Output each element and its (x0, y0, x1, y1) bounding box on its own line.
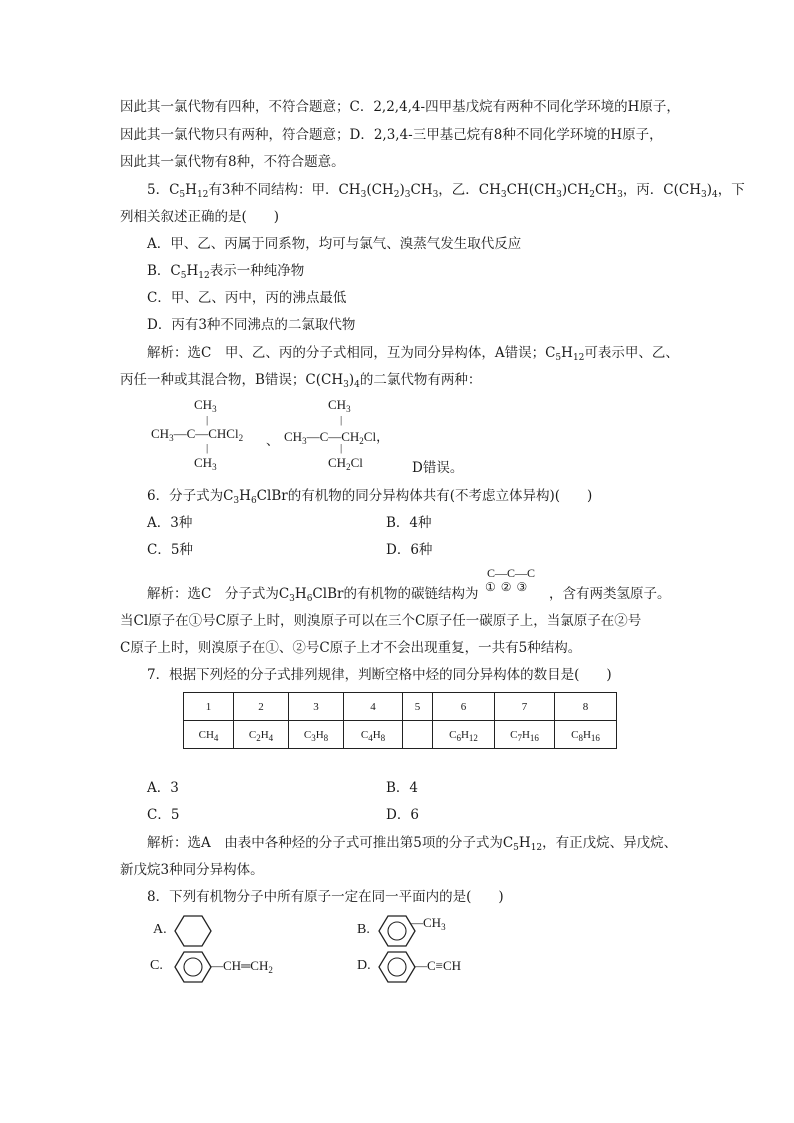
table-header-cell: 8 (555, 693, 617, 721)
option-a-label: A. (153, 922, 167, 937)
option-c: C．5种 (147, 542, 193, 558)
option-b: B．$C_5H_{12}$表示一种纯净物 (147, 263, 305, 281)
analysis-line: 解析：选C 分子式为$C_3H_6ClBr$的有机物的碳链结构为 (147, 586, 479, 604)
analysis-line: C原子上时，则溴原子在①、②号C原子上才不会出现重复，一共有5种结构。 (120, 640, 582, 656)
table-cell: $C_6H_{12}$ (433, 721, 495, 749)
table-header-row (184, 693, 617, 721)
question-5-stem-line2: 列相关叙述正确的是( ) (120, 209, 280, 225)
table-cell: $C_8H_{16}$ (555, 721, 617, 749)
phenylacetylene-ring (378, 950, 418, 984)
option-d: D．6 (386, 807, 419, 823)
analysis-line: 新戊烷3种同分异构体。 (120, 862, 264, 878)
table-cell (403, 721, 433, 749)
text-line: 因此其一氯代物有8种，不符合题意。 (120, 154, 345, 170)
table-cell: $C_7H_{16}$ (495, 721, 555, 749)
option-b-label: B. (357, 922, 370, 937)
question-7-stem: 7．根据下列烃的分子式排列规律，判断空格中烃的同分异构体的数目是( ) (147, 667, 612, 683)
ethynyl-group: —C≡CH (414, 958, 462, 973)
table-cell: $C_4H_8$ (344, 721, 403, 749)
option-b: B．4 (386, 780, 419, 796)
cyclohexane-structure (174, 914, 214, 948)
table-header-cell: 3 (289, 693, 344, 721)
carbon-chain-numbers: ① ② ③ (485, 580, 528, 594)
option-c-label: C. (150, 958, 163, 973)
table-cell: $C_3H_8$ (289, 721, 344, 749)
text-line: 因此其一氯代物只有两种，符合题意；D．2,3,4-三甲基己烷有8种不同化学环境的H原子， (120, 127, 663, 143)
vinyl-group: $—CH═CH_2$ (210, 958, 273, 975)
analysis-line: 丙任一种或其混合物，B错误；$C(CH_3)_4$的二氯代物有两种： (120, 372, 482, 390)
table-header-cell: 5 (403, 693, 433, 721)
carbon-chain: C—C—C (487, 566, 536, 580)
analysis-line: 当Cl原子在①号C原子上时，则溴原子可以在三个C原子任一碳原子上，当氯原子在②号 (120, 613, 642, 629)
analysis-line: 解析：选C 甲、乙、丙的分子式相同，互为同分异构体，A错误；$C_5H_{12}$可表示甲、乙、 (147, 345, 679, 363)
option-a: A．3种 (147, 515, 193, 531)
styrene-ring (174, 950, 214, 984)
table-cell: $CH_4$ (184, 721, 234, 749)
option-c: C．5 (147, 807, 180, 823)
table-header-cell: 7 (495, 693, 555, 721)
question-6-stem: 6．分子式为$C_3H_6ClBr$的有机物的同分异构体共有(不考虑立体异构)( ) (147, 488, 593, 506)
table-header-cell: 1 (184, 693, 234, 721)
question-5-stem: 5．$C_5H_{12}$有3种不同结构：甲．$CH_3(CH_2)_3CH_3$，乙．$CH_3CH(CH_3)CH_2CH_3$，丙．$C(CH_3)_4$，下 (147, 182, 745, 200)
analysis-line: 解析：选A 由表中各种烃的分子式可推出第5项的分子式为$C_5H_{12}$，有正戊烷、异戊烷、 (147, 835, 678, 853)
option-a: A．3 (147, 780, 179, 796)
methyl-group: $—CH_3$ (410, 915, 446, 932)
option-d: D．丙有3种不同沸点的二氯取代物 (147, 317, 356, 333)
option-b: B．4种 (386, 515, 432, 531)
analysis-line: D错误。 (412, 460, 464, 476)
text-line: 因此其一氯代物有四种，不符合题意；C．2,2,4,4-四甲基戊烷有两种不同化学环境的H原子， (120, 99, 680, 115)
table-cell: $C_2H_4$ (234, 721, 289, 749)
table-header-cell: 4 (344, 693, 403, 721)
option-a: A．甲、乙、丙属于同系物，均可与氯气、溴蒸气发生取代反应 (147, 236, 522, 252)
table-row (184, 721, 617, 749)
analysis-line: ，含有两类氢原子。 (549, 586, 671, 602)
option-d: D．6种 (386, 542, 433, 558)
option-d-label: D. (357, 958, 371, 973)
table-header-cell: 6 (433, 693, 495, 721)
table-header-cell: 2 (234, 693, 289, 721)
option-c: C．甲、乙、丙中，丙的沸点最低 (147, 290, 347, 306)
question-8-stem: 8．下列有机物分子中所有原子一定在同一平面内的是( ) (147, 889, 504, 905)
hydrocarbon-table (183, 692, 617, 749)
